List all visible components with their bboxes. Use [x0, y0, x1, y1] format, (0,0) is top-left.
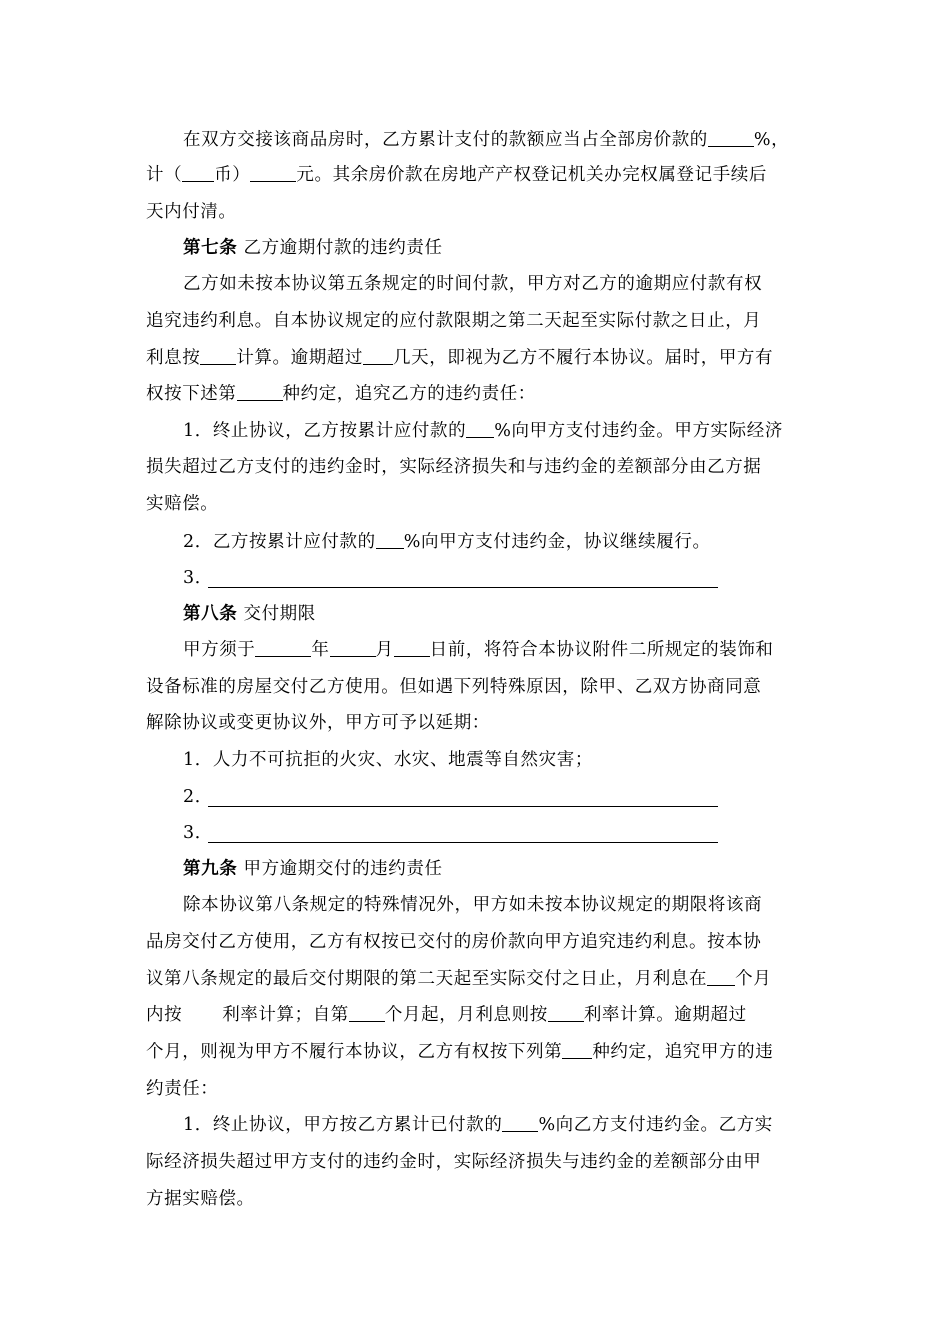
text: 方据实赔偿。 [146, 1189, 255, 1209]
paragraph-line [146, 1181, 255, 1217]
text: 计算。逾期超过 [236, 348, 364, 368]
text: 品房交付乙方使用，乙方有权按已交付的房价款向甲方追究违约利息。按本协 [146, 932, 762, 952]
article-number: 第八条 [183, 604, 238, 624]
text: %向乙方支付违约金。乙方实 [538, 1115, 773, 1135]
text: 1．终止协议，甲方按乙方累计已付款的 [183, 1115, 503, 1135]
text: 在双方交接该商品房时，乙方累计支付的款额应当占全部房价款的 [183, 130, 708, 150]
text: 年 [311, 640, 330, 660]
text: 元。其余房价款在房地产产权登记机关办完权属登记手续后 [296, 165, 768, 185]
paragraph-line [183, 887, 762, 923]
paragraph-line [183, 632, 774, 668]
text: 除本协议第八条规定的特殊情况外，甲方如未按本协议规定的期限将该商 [183, 895, 763, 915]
text: 追究违约利息。自本协议规定的应付款限期之第二天起至实际付款之日止，月 [146, 311, 762, 331]
text: 际经济损失超过甲方支付的违约金时，实际经济损失与违约金的差额部分由甲 [146, 1152, 762, 1172]
blank-field[interactable] [707, 965, 735, 986]
text: 内按 [146, 1005, 183, 1025]
paragraph-line [146, 669, 761, 705]
paragraph-line [146, 705, 490, 741]
text: 3． [183, 568, 213, 588]
article-title: 甲方逾期交付的违约责任 [243, 859, 443, 879]
list-item [183, 1107, 773, 1143]
blank-field[interactable] [237, 380, 283, 401]
blank-line-field[interactable] [208, 806, 718, 807]
text: 个月 [735, 969, 772, 989]
article-8-heading [183, 596, 316, 632]
paragraph-line [183, 122, 789, 158]
paragraph-line [146, 924, 761, 960]
list-item [183, 524, 711, 560]
text: 个月，则视为甲方不履行本协议，乙方有权按下列第 [146, 1042, 563, 1062]
blank-field[interactable] [548, 1001, 584, 1022]
blank-field[interactable] [708, 126, 754, 147]
text: 实赔偿。 [146, 494, 219, 514]
text: 1．人力不可抗拒的火灾、水灾、地震等自然灾害； [183, 750, 593, 770]
paragraph-line [146, 997, 747, 1033]
text: 几天，即视为乙方不履行本协议。届时，甲方有 [393, 348, 774, 368]
text: 损失超过乙方支付的违约金时，实际经济损失和与违约金的差额部分由乙方据 [146, 457, 762, 477]
text: 利率计算。逾期超过 [583, 1005, 747, 1025]
blank-line-field[interactable] [208, 842, 718, 843]
text: 3． [183, 823, 213, 843]
text: 计（ [146, 165, 183, 185]
blank-field[interactable] [349, 1001, 385, 1022]
paragraph-line [183, 266, 762, 302]
text: 乙方如未按本协议第五条规定的时间付款，甲方对乙方的逾期应付款有权 [183, 274, 763, 294]
text: 约责任： [146, 1079, 219, 1099]
paragraph-line [146, 340, 773, 376]
article-title: 交付期限 [243, 604, 316, 624]
list-item [183, 779, 213, 815]
paragraph-line [146, 1071, 218, 1107]
paragraph-line [146, 376, 536, 412]
text: 个月起，月利息则按 [384, 1005, 548, 1025]
text: 1．终止协议，乙方按累计应付款的 [183, 421, 467, 441]
text: 种约定，追究乙方的违约责任： [282, 384, 536, 404]
paragraph-line [146, 303, 761, 339]
paragraph-line [146, 449, 761, 485]
blank-field[interactable] [394, 636, 430, 657]
article-7-heading [183, 230, 443, 266]
article-number: 第九条 [183, 859, 238, 879]
text: 设备标准的房屋交付乙方使用。但如遇下列特殊原因，除甲、乙双方协商同意 [146, 677, 762, 697]
blank-field[interactable] [182, 161, 214, 182]
paragraph-line [146, 486, 218, 522]
list-item [183, 560, 213, 596]
blank-field[interactable] [376, 528, 404, 549]
paragraph-line [146, 1144, 761, 1180]
blank-field[interactable] [255, 636, 311, 657]
text: %， [753, 130, 790, 150]
paragraph-line [146, 194, 237, 230]
paragraph-line [146, 1034, 773, 1070]
text: 2．乙方按累计应付款的 [183, 532, 376, 552]
text: 天内付清。 [146, 202, 237, 222]
blank-field[interactable] [250, 161, 296, 182]
blank-field[interactable] [562, 1038, 592, 1059]
blank-field[interactable] [502, 1111, 538, 1132]
paragraph-line [146, 961, 771, 997]
list-item [183, 815, 213, 851]
text: 2． [183, 787, 213, 807]
text: 种约定，追究甲方的违 [592, 1042, 774, 1062]
text: 利息按 [146, 348, 201, 368]
text: 议第八条规定的最后交付期限的第二天起至实际交付之日止，月利息在 [146, 969, 708, 989]
blank-field[interactable] [330, 636, 376, 657]
blank-field[interactable] [466, 417, 494, 438]
text: %向甲方支付违约金。甲方实际经济 [494, 421, 783, 441]
article-9-heading [183, 851, 443, 887]
blank-field[interactable] [200, 344, 236, 365]
text: %向甲方支付违约金，协议继续履行。 [403, 532, 711, 552]
text: 权按下述第 [146, 384, 237, 404]
blank-field[interactable] [363, 344, 393, 365]
list-item [183, 413, 783, 449]
blank-line-field[interactable] [208, 587, 718, 588]
paragraph-line [146, 157, 767, 193]
text: 日前，将符合本协议附件二所规定的装饰和 [429, 640, 774, 660]
text: 解除协议或变更协议外，甲方可予以延期： [146, 713, 490, 733]
text: 甲方须于 [183, 640, 256, 660]
article-number: 第七条 [183, 238, 238, 258]
text: 币） [214, 165, 251, 185]
article-title: 乙方逾期付款的违约责任 [243, 238, 443, 258]
list-item [183, 742, 593, 778]
text: 利率计算；自第 [222, 1005, 349, 1025]
text: 月 [375, 640, 394, 660]
